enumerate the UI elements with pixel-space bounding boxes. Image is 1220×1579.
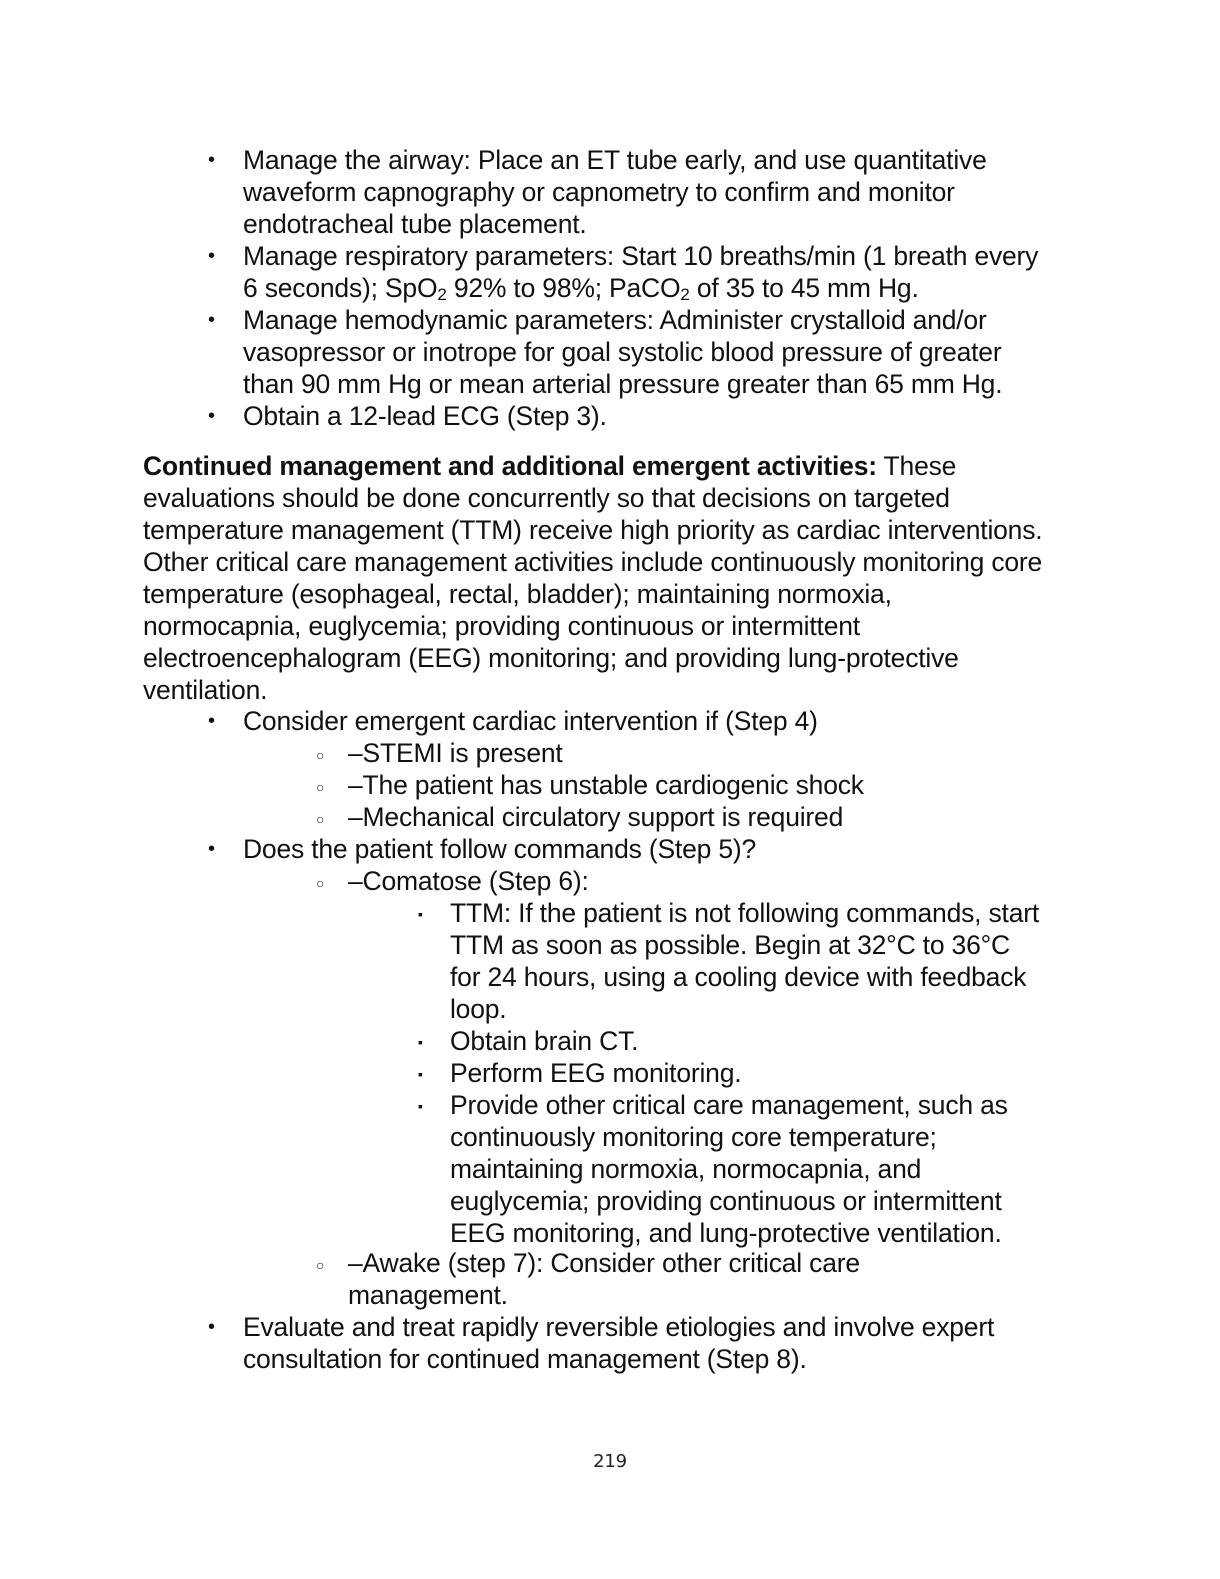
cardiac-sublist (348, 737, 1048, 833)
sublist-item (348, 769, 1048, 801)
list-item-text: –Awake (step 7): Consider other critical care management. (348, 1248, 860, 1310)
list-item-awake (348, 1247, 908, 1311)
list-item-cardiac-intervention (243, 705, 1063, 737)
subscript: 2 (680, 285, 690, 304)
bullet-square-icon (418, 898, 423, 930)
list-item-text: –Comatose (Step 6): (348, 866, 589, 896)
list-item-text: –Mechanical circulatory support is required (348, 802, 844, 832)
text-fragment: 92% to 98%; PaCO (446, 273, 681, 303)
list-item-text: Obtain a 12-lead ECG (Step 3). (243, 401, 607, 431)
bullet-circle-icon (316, 771, 324, 803)
subscript: 2 (437, 285, 447, 304)
list-item-text: Manage the airway: Place an ET tube early, and use quantitative waveform capnography or capnometry to confirm and monitor endotracheal tube placement. (243, 145, 987, 239)
list-item-airway (243, 144, 1058, 240)
list-item-evaluate (243, 1311, 1053, 1375)
bullet-disc-icon (208, 304, 215, 336)
bullet-disc-icon (208, 1311, 215, 1343)
list-item-hemodynamic (243, 304, 1058, 400)
initial-bullet-list (243, 144, 1058, 432)
list-item-text: Does the patient follow commands (Step 5)? (243, 834, 757, 864)
list-item-text: –The patient has unstable cardiogenic shock (348, 770, 864, 800)
sublist-item (450, 1025, 1040, 1057)
bullet-disc-icon (208, 705, 215, 737)
bullet-disc-icon (208, 144, 215, 176)
sublist-item (450, 897, 1040, 1025)
bullet-square-icon (418, 1058, 423, 1090)
bullet-disc-icon (208, 400, 215, 432)
section-body: These evaluations should be done concurrently so that decisions on targeted temperature management (TTM) receive high priority as cardiac interventions. Other critical care management activities include continuously monitoring core temperature (esophageal, rectal, bladder); maintaining normoxia, normocapnia, euglycemia; providing continuous or intermittent electroencephalogram (EEG) monitoring; and providing lung-protective ventilation. (143, 451, 1043, 705)
sublist-item (450, 1089, 1040, 1249)
list-item-text: –STEMI is present (348, 738, 563, 768)
list-item-text: Provide other critical care management, such as continuously monitoring core temperature; maintaining normoxia, normocapnia, and euglycemia; providing continuous or intermittent EEG monitoring, and lung-protective ventilation. (450, 1090, 1008, 1248)
bullet-disc-icon (208, 240, 215, 272)
comatose-sublist (450, 897, 1040, 1249)
list-item-ecg (243, 400, 1058, 432)
page-number: 219 (593, 1451, 627, 1472)
list-item-text: Evaluate and treat rapidly reversible etiologies and involve expert consultation for continued management (Step 8). (243, 1312, 995, 1374)
list-item-text: Consider emergent cardiac intervention if (Step 4) (243, 706, 818, 736)
list-item-follow-commands (243, 833, 1063, 865)
bullet-disc-icon (208, 833, 215, 865)
text-fragment: Manage respiratory parameters: Start 10 breaths/min (1 breath every 6 seconds); SpO (243, 241, 1039, 303)
text-fragment: of 35 to 45 mm Hg. (689, 273, 919, 303)
list-item-text: Obtain brain CT. (450, 1026, 639, 1056)
bullet-square-icon (418, 1026, 423, 1058)
sublist-item (348, 801, 1048, 833)
list-item-respiratory (243, 240, 1058, 304)
list-item-text: Perform EEG monitoring. (450, 1058, 742, 1088)
sublist-item (450, 1057, 1040, 1089)
bullet-circle-icon (316, 1249, 324, 1281)
list-item-text: Manage hemodynamic parameters: Administer crystalloid and/or vasopressor or inotrope for goal systolic blood pressure of greater than 90 mm Hg or mean arterial pressure greater than 65 mm Hg. (243, 305, 1003, 399)
section-paragraph (143, 450, 1048, 706)
bullet-circle-icon (316, 803, 324, 835)
list-item-text: TTM: If the patient is not following commands, start TTM as soon as possible. Begin at 32°C to 36°C for 24 hours, using a cooling device with feedback loop. (450, 898, 1040, 1024)
bullet-square-icon (418, 1090, 423, 1122)
bullet-circle-icon (316, 867, 324, 899)
bullet-circle-icon (316, 739, 324, 771)
sublist-item (348, 737, 1048, 769)
section-heading: Continued management and additional emergent activities: (143, 451, 877, 481)
list-item-comatose (348, 865, 1048, 897)
list-item-text (243, 241, 1038, 303)
